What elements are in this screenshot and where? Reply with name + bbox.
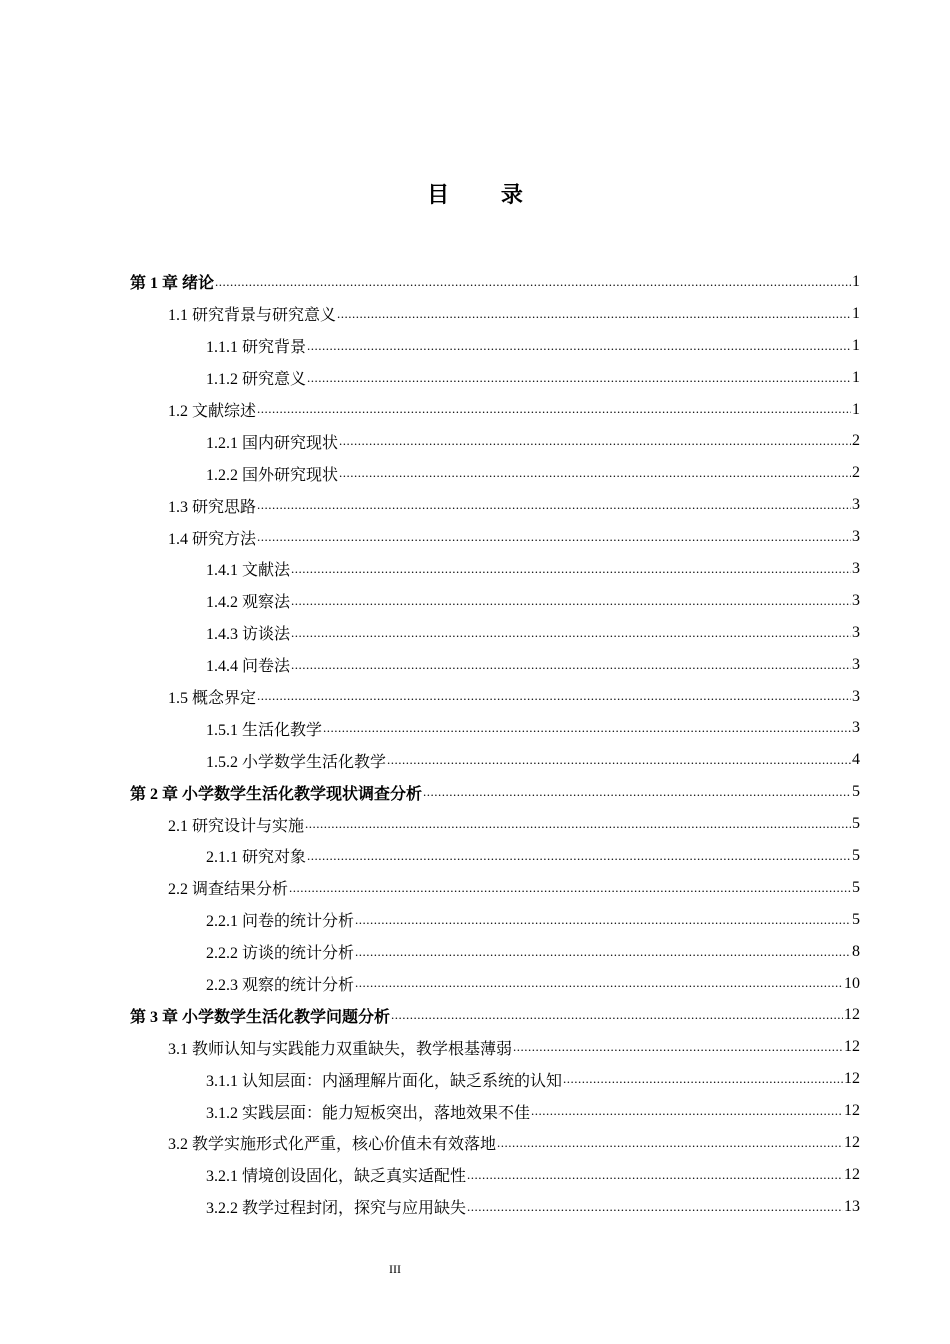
toc-entry[interactable] xyxy=(130,1127,860,1159)
toc-entry[interactable] xyxy=(130,681,860,713)
toc-entry[interactable] xyxy=(130,489,860,521)
dot-leader xyxy=(291,656,851,681)
dot-leader xyxy=(355,943,851,968)
toc-entry[interactable] xyxy=(130,904,860,936)
dot-leader xyxy=(257,400,851,425)
dot-leader xyxy=(497,1134,843,1159)
toc-entry-page: 3 xyxy=(852,719,860,737)
toc-entry-title: 1.1.1 研究背景 xyxy=(206,339,307,357)
page-title: 目 录 xyxy=(427,183,545,208)
dot-leader xyxy=(339,464,851,489)
dot-leader xyxy=(289,879,851,904)
toc-entry[interactable] xyxy=(130,1031,860,1063)
toc-entry[interactable] xyxy=(130,649,860,681)
dot-leader xyxy=(531,1102,843,1127)
toc-entry[interactable] xyxy=(130,1159,860,1191)
toc-entry-title: 2.1 研究设计与实施 xyxy=(168,817,305,835)
dot-leader xyxy=(513,1038,843,1063)
toc-entry-title: 2.2.2 访谈的统计分析 xyxy=(206,945,355,963)
table-of-contents xyxy=(130,266,860,1223)
toc-entry[interactable] xyxy=(130,521,860,553)
toc-entry-page: 12 xyxy=(844,1006,860,1024)
toc-entry[interactable] xyxy=(130,425,860,457)
dot-leader xyxy=(337,305,851,330)
dot-leader xyxy=(307,369,851,394)
toc-entry-page: 12 xyxy=(844,1102,860,1120)
toc-entry-page: 12 xyxy=(844,1165,860,1183)
toc-entry-title: 1.4.3 访谈法 xyxy=(206,626,291,644)
dot-leader xyxy=(307,337,851,362)
dot-leader xyxy=(467,1166,843,1191)
toc-entry[interactable] xyxy=(130,712,860,744)
dot-leader xyxy=(257,496,851,521)
toc-entry[interactable] xyxy=(130,457,860,489)
toc-entry[interactable] xyxy=(130,1191,860,1223)
toc-entry-title: 1.4.2 观察法 xyxy=(206,594,291,612)
toc-entry-page: 10 xyxy=(844,974,860,992)
toc-entry-page: 3 xyxy=(852,559,860,577)
toc-entry[interactable] xyxy=(130,872,860,904)
toc-entry-page: 5 xyxy=(852,910,860,928)
toc-entry[interactable] xyxy=(130,936,860,968)
toc-entry-page: 4 xyxy=(852,751,860,769)
toc-entry-title: 1.4.1 文献法 xyxy=(206,562,291,580)
toc-entry[interactable] xyxy=(130,776,860,808)
toc-entry[interactable] xyxy=(130,585,860,617)
dot-leader xyxy=(215,273,851,298)
dot-leader xyxy=(291,624,851,649)
toc-entry-page: 8 xyxy=(852,942,860,960)
toc-entry-title: 1.5 概念界定 xyxy=(168,690,257,708)
dot-leader xyxy=(563,1070,843,1095)
dot-leader xyxy=(291,592,851,617)
toc-entry[interactable] xyxy=(130,1095,860,1127)
toc-entry[interactable] xyxy=(130,968,860,1000)
toc-entry-page: 5 xyxy=(852,815,860,833)
toc-entry[interactable] xyxy=(130,394,860,426)
page-number-footer: III xyxy=(389,1262,401,1276)
toc-entry-page: 1 xyxy=(852,304,860,322)
toc-entry-page: 5 xyxy=(852,783,860,801)
toc-entry-page: 5 xyxy=(852,846,860,864)
toc-entry[interactable] xyxy=(130,840,860,872)
toc-entry-page: 12 xyxy=(844,1133,860,1151)
toc-entry-page: 3 xyxy=(852,655,860,673)
toc-entry-page: 2 xyxy=(852,432,860,450)
toc-entry-page: 3 xyxy=(852,496,860,514)
toc-entry-title: 1.2.1 国内研究现状 xyxy=(206,434,339,452)
toc-entry-title: 第 3 章 小学数学生活化教学问题分析 xyxy=(130,1008,391,1026)
dot-leader xyxy=(467,1198,843,1223)
toc-entry[interactable] xyxy=(130,808,860,840)
toc-entry-title: 1.5.2 小学数学生活化教学 xyxy=(206,753,387,771)
toc-entry[interactable] xyxy=(130,362,860,394)
dot-leader xyxy=(355,911,851,936)
toc-entry-page: 3 xyxy=(852,591,860,609)
toc-entry[interactable] xyxy=(130,1063,860,1095)
toc-entry-title: 1.2 文献综述 xyxy=(168,403,257,420)
toc-entry-title: 1.4.4 问卷法 xyxy=(206,658,291,676)
toc-entry-page: 3 xyxy=(852,687,860,705)
toc-entry-title: 3.1.1 认知层面：内涵理解片面化，缺乏系统的认知 xyxy=(206,1072,563,1090)
toc-entry-page: 1 xyxy=(852,272,860,290)
toc-entry-title: 第 2 章 小学数学生活化教学现状调查分析 xyxy=(130,785,423,803)
toc-entry[interactable] xyxy=(130,999,860,1031)
toc-entry-page: 2 xyxy=(852,464,860,482)
dot-leader xyxy=(257,528,851,553)
toc-entry-title: 3.2.2 教学过程封闭，探究与应用缺失 xyxy=(206,1200,467,1218)
dot-leader xyxy=(391,1006,843,1031)
toc-entry-title: 3.1 教师认知与实践能力双重缺失，教学根基薄弱 xyxy=(168,1040,513,1058)
toc-entry-page: 5 xyxy=(852,878,860,896)
toc-entry-page: 3 xyxy=(852,528,860,546)
toc-entry-page: 12 xyxy=(844,1038,860,1056)
dot-leader xyxy=(307,847,851,872)
toc-entry-page: 13 xyxy=(844,1197,860,1215)
toc-entry-title: 3.2 教学实施形式化严重，核心价值未有效落地 xyxy=(168,1136,497,1154)
toc-entry-page: 1 xyxy=(852,336,860,354)
dot-leader xyxy=(305,815,851,840)
toc-entry-title: 3.1.2 实践层面：能力短板突出，落地效果不佳 xyxy=(206,1104,531,1122)
toc-entry-page: 3 xyxy=(852,623,860,641)
toc-entry-title: 3.2.1 情境创设固化，缺乏真实适配性 xyxy=(206,1168,467,1186)
toc-entry-page: 1 xyxy=(852,400,860,418)
toc-entry-page: 1 xyxy=(852,368,860,386)
dot-leader xyxy=(257,687,851,712)
toc-entry[interactable] xyxy=(130,266,860,298)
dot-leader xyxy=(423,783,851,808)
toc-entry[interactable] xyxy=(130,744,860,776)
dot-leader xyxy=(291,560,851,585)
dot-leader xyxy=(387,751,851,776)
toc-entry[interactable] xyxy=(130,617,860,649)
dot-leader xyxy=(355,974,843,999)
toc-entry-title: 1.1 研究背景与研究意义 xyxy=(168,307,337,325)
toc-entry-title: 1.2.2 国外研究现状 xyxy=(206,466,339,484)
toc-entry-page: 12 xyxy=(844,1070,860,1088)
toc-entry-title: 2.2.3 观察的统计分析 xyxy=(206,977,355,995)
dot-leader xyxy=(323,719,851,744)
toc-entry-title: 2.1.1 研究对象 xyxy=(206,849,307,867)
toc-entry[interactable] xyxy=(130,330,860,362)
toc-entry-title: 1.4 研究方法 xyxy=(168,530,257,548)
toc-entry-title: 1.3 研究思路 xyxy=(168,498,257,516)
toc-entry[interactable] xyxy=(130,553,860,585)
toc-entry[interactable] xyxy=(130,298,860,330)
dot-leader xyxy=(339,432,851,457)
toc-entry-title: 1.5.1 生活化教学 xyxy=(206,721,323,739)
toc-entry-title: 2.2.1 问卷的统计分析 xyxy=(206,913,355,931)
toc-entry-title: 1.1.2 研究意义 xyxy=(206,371,307,389)
toc-entry-title: 第 1 章 绪论 xyxy=(130,275,215,293)
toc-entry-title: 2.2 调查结果分析 xyxy=(168,881,289,899)
